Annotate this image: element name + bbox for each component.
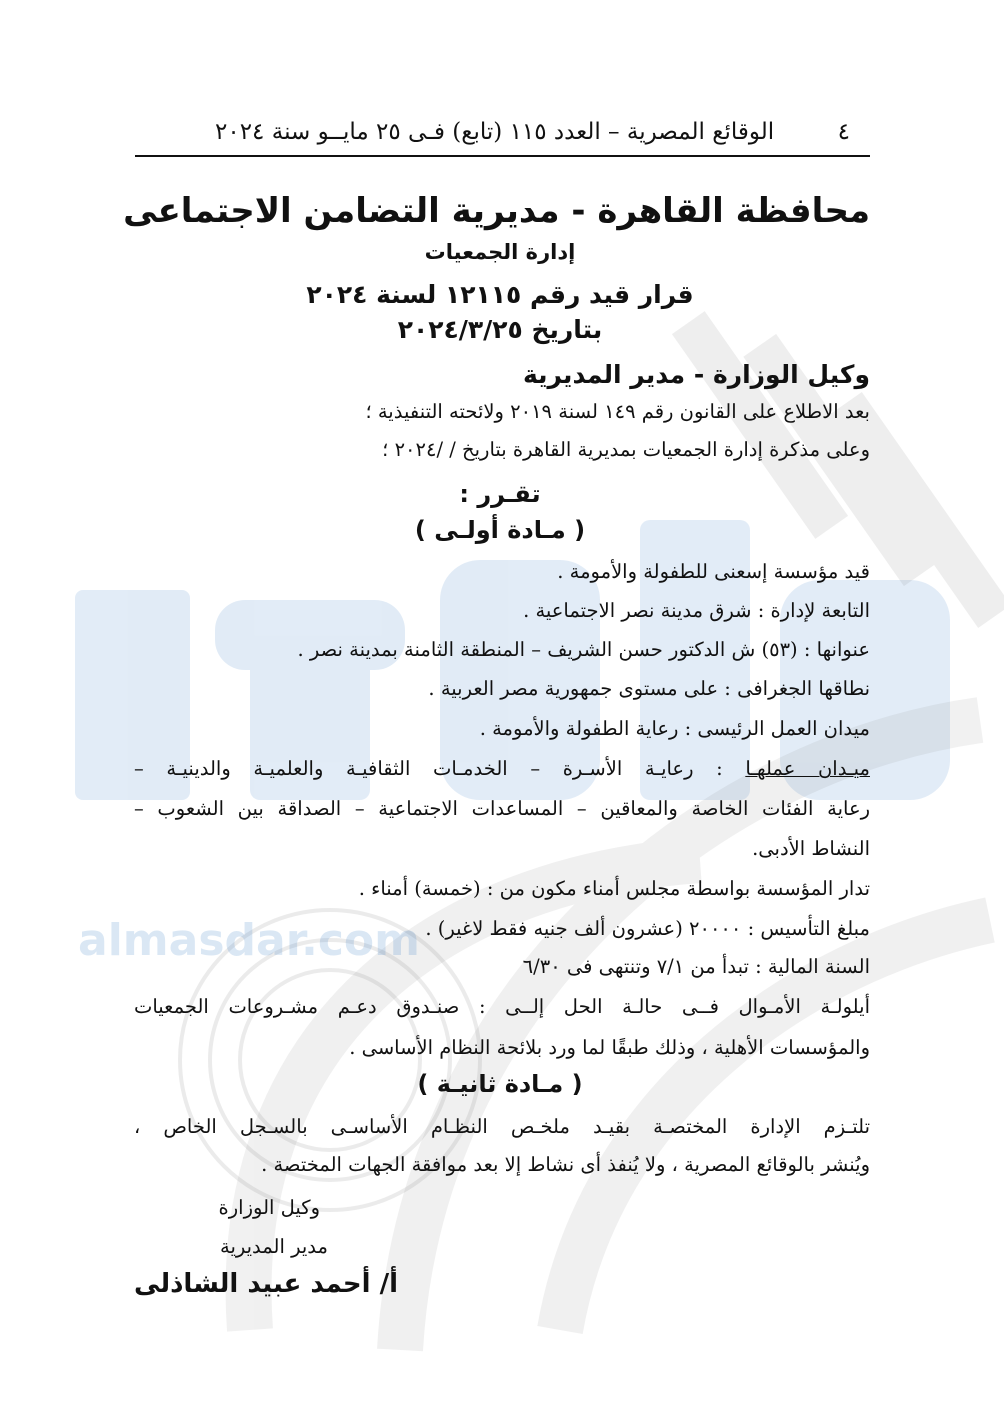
preamble-line: بعد الاطلاع على القانون رقم ١٤٩ لسنة ٢٠١٩ ولائحته التنفيذية ؛ (365, 400, 870, 423)
document-title: محافظة القاهرة - مديرية التضامن الاجتماعى (123, 191, 870, 231)
gazette-header (135, 112, 870, 152)
address-line: عنوانها : (٥٣) ش الدكتور حسن الشريف – المنطقة الثامنة بمدينة نصر . (297, 638, 870, 661)
fields-text: : رعايـة الأسـرة – الخدمـات الثقافيـة والعلميـة والدينيـة – (134, 757, 723, 780)
article-two-line-1: تلتـزم الإدارة المختصـة بقيـد ملخـص النظـام الأساسـى بالسـجل الخاص ، (134, 1115, 870, 1138)
page-number: ٤ (837, 119, 850, 145)
fields-label: ميـدان عملهـا (745, 757, 870, 780)
signature-title-1: وكيل الوزارة (218, 1196, 320, 1219)
management-line: تدار المؤسسة بواسطة مجلس أمناء مكون من : (خمسة) أمناء . (358, 877, 870, 900)
decision-date: بتاريخ ٢٠٢٤/٣/٢٥ (397, 315, 603, 344)
department-name: إدارة الجمعيات (424, 240, 576, 264)
registration-line: قيد مؤسسة إسعنى للطفولة والأمومة . (557, 560, 870, 583)
affiliation-line: التابعة لإدارة : شرق مدينة نصر الاجتماعية . (523, 599, 870, 622)
signature-name: أ/ أحمد عبيد الشاذلى (134, 1269, 398, 1299)
decision-number: قرار قيد رقم ١٢١١٥ لسنة ٢٠٢٤ (306, 280, 694, 309)
dissolution-line-2: والمؤسسات الأهلية ، وذلك طبقًا لما ورد بلائحة النظام الأساسى . (349, 1036, 870, 1059)
founding-amount-line: مبلغ التأسيس : ٢٠٠٠٠ (عشرون ألف جنيه فقط لاغير) . (425, 917, 870, 940)
gazette-issue-line: الوقائع المصرية – العدد ١١٥ (تابع) فـى ٢٥ مايــو سنة ٢٠٢٤ (215, 119, 775, 145)
issuer-title: وكيل الوزارة - مدير المديرية (522, 360, 870, 389)
fields-line-3: النشاط الأدبى. (752, 837, 870, 860)
fields-line-1 (134, 750, 870, 788)
article-two-line-2: ويُنشر بالوقائع المصرية ، ولا يُنفذ أى نشاط إلا بعد موافقة الجهات المختصة . (261, 1153, 870, 1176)
preamble-line: وعلى مذكرة إدارة الجمعيات بمديرية القاهرة بتاريخ / /٢٠٢٤ ؛ (382, 438, 870, 461)
fiscal-year-line: السنة المالية : تبدأ من ٧/١ وتنتهى فى ٦/٣٠ (522, 955, 870, 978)
article-two-heading: ( مـادة ثانيـة ) (417, 1070, 583, 1098)
dissolution-line-1: أيلولـة الأمـوال فــى حالـة الحل إلــى : صنـدوق دعـم مشـروعات الجمعيات (134, 995, 870, 1018)
geographic-scope-line: نطاقها الجغرافى : على مستوى جمهورية مصر العربية . (428, 677, 870, 700)
decides-heading: تقـرر : (459, 480, 541, 508)
main-field-line: ميدان العمل الرئيسى : رعاية الطفولة والأمومة . (479, 717, 870, 740)
fields-line-2: رعاية الفئات الخاصة والمعاقين – المساعدات الاجتماعية – الصداقة بين الشعوب – (134, 797, 870, 820)
article-one-heading: ( مـادة أولـى ) (414, 516, 586, 544)
watermark-text: almasdar.com (78, 915, 420, 966)
signature-title-2: مدير المديرية (219, 1235, 328, 1258)
header-divider (135, 155, 870, 157)
